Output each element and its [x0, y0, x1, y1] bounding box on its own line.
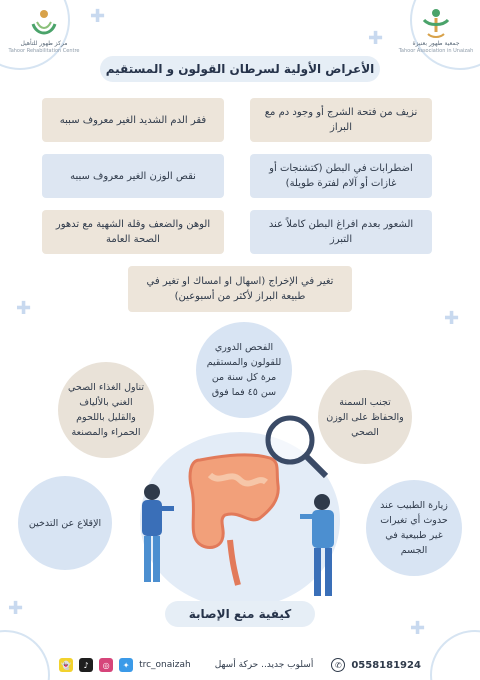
decor-plus: ✚ [444, 308, 460, 329]
prevention-smoking: الإقلاع عن التدخين [18, 476, 112, 570]
prevention-title: كيفية منع الإصابة [165, 601, 315, 627]
decor-plus: ✚ [90, 6, 106, 27]
footer-phone[interactable]: 0558181924 [351, 659, 421, 671]
prevention-doctor: زيارة الطبيب عند حدوث أي تغيرات غير طبيعية في الجسم [366, 480, 462, 576]
symptom-card-anemia: فقر الدم الشديد الغير معروف سببه [42, 98, 224, 142]
symptom-card-weakness: الوهن والضعف وقلة الشهية مع تدهور الصحة العامة [42, 210, 224, 254]
symptom-card-weight-loss: نقص الوزن الغير معروف سببه [42, 154, 224, 198]
snapchat-icon[interactable]: 👻 [59, 658, 73, 672]
tiktok-icon[interactable]: ♪ [79, 658, 93, 672]
logo-left-subtitle: Tahoor Rehabilitation Centre [8, 48, 80, 54]
decor-plus: ✚ [8, 598, 24, 619]
decor-plus: ✚ [368, 28, 384, 49]
logo-mark-icon [419, 6, 453, 40]
logo-rehab-centre [4, 6, 84, 68]
social-handle: trc_onaizah [139, 660, 191, 670]
logo-right-subtitle: Tahoor Association in Unaizah [398, 48, 474, 54]
twitter-icon[interactable]: ✦ [119, 658, 133, 672]
illustration-colon-doctors [130, 400, 350, 610]
footer [0, 650, 480, 680]
decor-plus: ✚ [16, 298, 32, 319]
decor-plus: ✚ [410, 618, 426, 639]
symptom-card-abdominal: اضطرابات في البطن (كتشنجات أو غازات أو آلام لفترة طويلة) [250, 154, 432, 198]
prevention-obesity: تجنب السمنة والحفاظ على الوزن الصحي [318, 370, 412, 464]
prevention-screening: الفحص الدوري للقولون والمستقيم مرة كل سنة من سن ٤٥ فما فوق [196, 322, 292, 418]
symptom-card-bleeding: نزيف من فتحة الشرج أو وجود دم مع البراز [250, 98, 432, 142]
instagram-icon[interactable]: ◎ [99, 658, 113, 672]
prevention-diet: تناول الغذاء الصحي الغني بالألياف والقليل باللحوم الحمراء والمصنعة [58, 362, 154, 458]
symptom-card-incomplete-evacuation: الشعور بعدم افراغ البطن كاملاً عند التبرز [250, 210, 432, 254]
symptom-card-bowel-change: تغير في الإخراج (اسهال او امساك او تغير في طبيعة البراز لأكثر من أسبوعين) [128, 266, 352, 312]
footer-slogan: أسلوب جديد.. حركة أسهل [214, 660, 314, 670]
logo-left-title: مركز طهور للتأهيل [20, 40, 68, 47]
logo-mark-icon [27, 6, 61, 40]
page-title: الأعراض الأولية لسرطان القولون و المستقيم [100, 56, 380, 82]
logo-right-title: جمعية طهور بعنيزة [412, 40, 460, 47]
logo-association [396, 6, 476, 68]
phone-icon: ✆ [331, 658, 345, 672]
